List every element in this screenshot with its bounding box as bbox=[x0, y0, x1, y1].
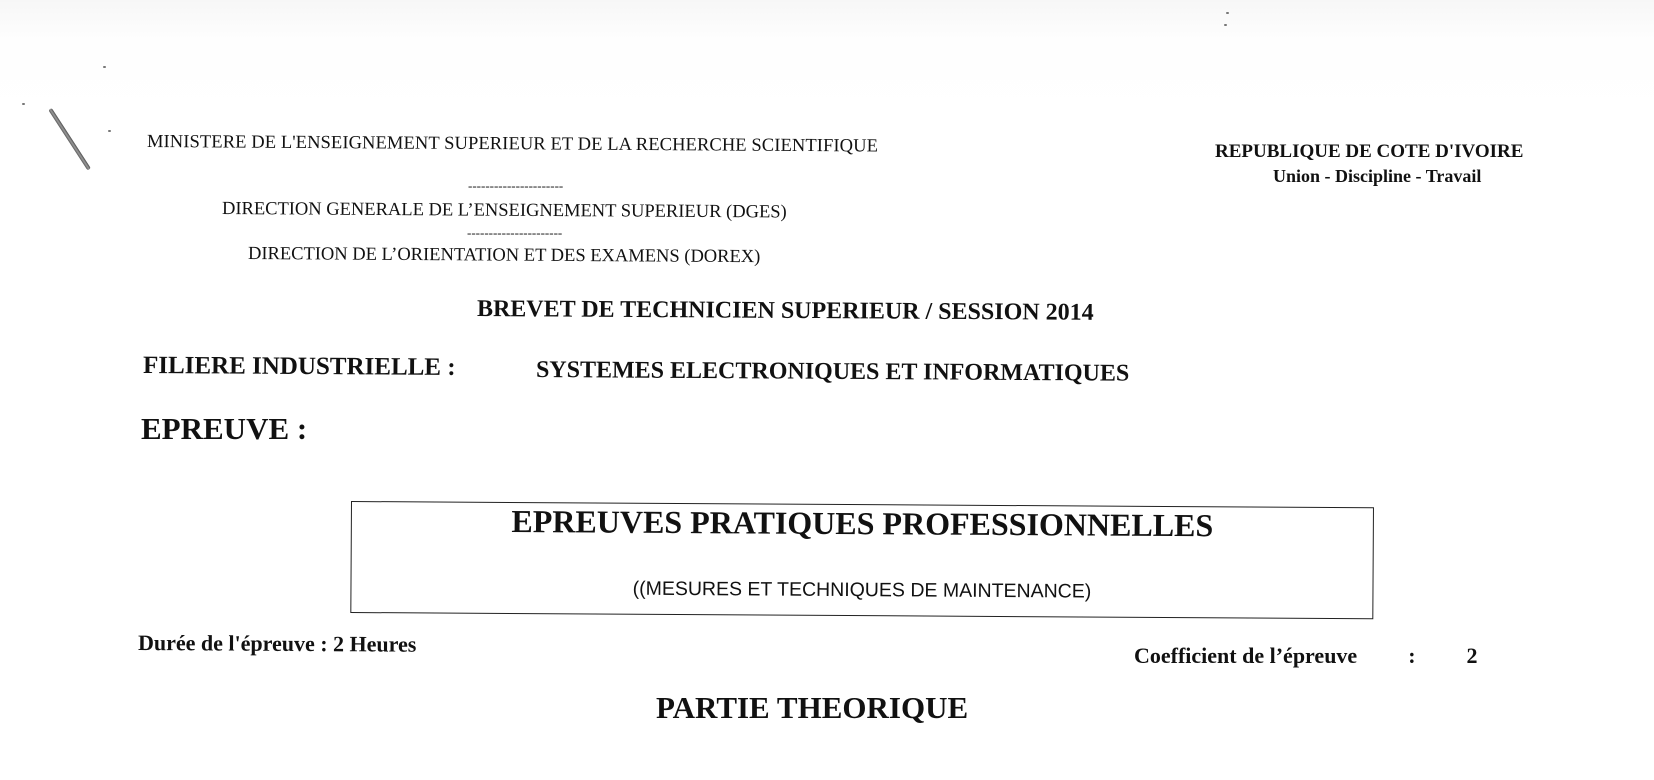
paper-speck bbox=[1226, 12, 1229, 14]
epreuve-subtitle: ((MESURES ET TECHNIQUES DE MAINTENANCE) bbox=[632, 577, 1092, 603]
national-motto: Union - Discipline - Travail bbox=[1273, 166, 1482, 186]
paper-speck bbox=[1224, 24, 1227, 26]
paper-speck bbox=[103, 66, 106, 68]
coefficient-label: Coefficient de l’épreuve bbox=[1134, 643, 1358, 668]
republic-heading: REPUBLIQUE DE COTE D'IVOIRE bbox=[1215, 141, 1524, 162]
filiere-value: SYSTEMES ELECTRONIQUES ET INFORMATIQUES bbox=[535, 357, 1130, 387]
separator-line: ---------------------- bbox=[468, 178, 564, 193]
staple bbox=[48, 108, 91, 171]
epreuve-label: EPREUVE : bbox=[141, 411, 308, 446]
paper-speck bbox=[22, 103, 25, 105]
separator-line: ---------------------- bbox=[467, 225, 563, 240]
filiere-label: FILIERE INDUSTRIELLE : bbox=[142, 352, 456, 381]
coefficient-separator: : bbox=[1408, 643, 1416, 668]
epreuve-box bbox=[350, 501, 1374, 619]
paper-speck bbox=[108, 130, 111, 132]
exam-duration: Durée de l'épreuve : 2 Heures bbox=[137, 630, 417, 657]
exam-coefficient bbox=[1134, 643, 1478, 669]
section-heading: PARTIE THEORIQUE bbox=[656, 690, 969, 725]
ministry-heading: MINISTERE DE L'ENSEIGNEMENT SUPERIEUR ET DE LA RECHERCHE SCIENTIFIQUE bbox=[146, 132, 879, 157]
coefficient-value: 2 bbox=[1466, 643, 1478, 668]
epreuve-title: EPREUVES PRATIQUES PROFESSIONNELLES bbox=[511, 502, 1214, 544]
exam-title: BREVET DE TECHNICIEN SUPERIEUR / SESSION 2014 bbox=[476, 296, 1094, 326]
dorex-heading: DIRECTION DE L’ORIENTATION ET DES EXAMENS (DOREX) bbox=[247, 244, 761, 268]
dges-heading: DIRECTION GENERALE DE L’ENSEIGNEMENT SUPERIEUR (DGES) bbox=[221, 199, 787, 223]
